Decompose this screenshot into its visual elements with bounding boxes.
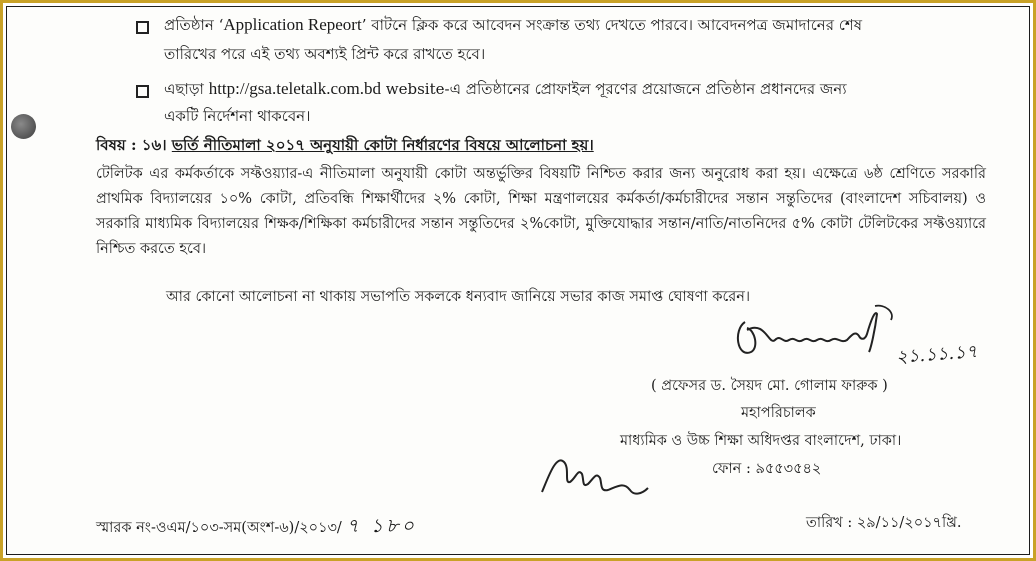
bullet-1-pre: প্রতিষ্ঠান ‘ <box>164 16 224 34</box>
bullet-1-line-1 <box>164 14 862 39</box>
bullet-2-post: website-এ প্রতিষ্ঠানের প্রোফাইল পূরণের প্রয়োজনে প্রতিষ্ঠান প্রধানদের জন্য <box>381 80 847 98</box>
memo-number <box>96 512 417 544</box>
bullet-1-line-2: তারিখের পরে এই তথ্য অবশ্যই প্রিন্ট করে রাখতে হবে। <box>164 45 486 63</box>
punch-hole <box>11 114 36 139</box>
subject-label: বিষয় : ১৬। <box>96 136 167 154</box>
bullet-1-button-name: Application Repeort <box>223 15 362 34</box>
office-phone: ফোন : ৯৫৫৩৫৪২ <box>712 461 822 477</box>
closing-sentence: আর কোনো আলোচনা না থাকায় সভাপতি সকলকে ধন্যবাদ জানিয়ে সভার কাজ সমাপ্ত ঘোষণা করেন। <box>166 289 751 305</box>
initial-signature <box>538 448 658 508</box>
bullet-2-line-1 <box>164 78 847 103</box>
signature-date: ২১.১১.১৭ <box>895 341 979 368</box>
bullet-1-post: ’ বাটনে ক্লিক করে আবেদন সংক্রান্ত তথ্য দেখতে পারবে। আবেদনপত্র জমাদানের শেষ <box>361 16 862 34</box>
subject-heading <box>96 134 594 159</box>
checkbox-bullet-icon <box>136 21 149 34</box>
checkbox-bullet-icon <box>136 85 149 98</box>
footer-date <box>806 512 962 536</box>
body-paragraph: টেলিটক এর কর্মকর্তাকে সফ্টওয়্যার-এ নীতিমালা অনুযায়ী কোটা অন্তর্ভুক্তির বিষয়টি নিশ্চিত করার জন্য অনুরোধ করা হয়। এক্ষেত্রে ৬ষ্ঠ শ্রেণিতে সরকারি প্রাথমিক বিদ্যালয়ের ১০% কোটা, প্রতিবন্ধি শিক্ষার্থীদের ২% কোটা, শিক্ষা মন্ত্রণালয়ের কর্মকর্তা/কর্মচারীদের সন্তান সন্তুতিদের (বাংলাদেশ সচিবালয়) ও সরকারি মাধ্যমিক বিদ্যালয়ের শিক্ষক/শিক্ষিকা কর্মচারীদের সন্তান সন্তুতিদের ২%কোটা, মুক্তিযোদ্ধার সন্তান/নাতি/নাতনিদের ৫% কোটা টেলিটকের সফ্টওয়্যারে নিশ্চিত করতে হবে। <box>96 166 986 257</box>
signatory-title: মহাপরিচালক <box>741 405 816 421</box>
bullet-2-line-2: একটি নির্দেশনা থাকবেন। <box>164 107 311 125</box>
date-label: তারিখ : <box>806 515 853 531</box>
memo-number-printed: স্মারক নং-ওএম/১০৩-সম(অংশ-৬)/২০১৩/ <box>96 520 342 536</box>
date-value: ২৯/১১/২০১৭খ্রি. <box>856 515 962 531</box>
bullet-2-pre: এছাড়া <box>164 80 209 98</box>
signatory-name: ( প্রফেসর ড. সৈয়দ মো. গোলাম ফারুক ) <box>651 378 888 394</box>
website-link[interactable]: http://gsa.teletalk.com.bd <box>208 79 382 98</box>
office-name: মাধ্যমিক ও উচ্চ শিক্ষা অধিদপ্তর বাংলাদেশ, ঢাকা। <box>620 433 902 449</box>
subject-text: ভর্তি নীতিমালা ২০১৭ অনুযায়ী কোটা নির্ধারণের বিষয়ে আলোচনা হয়। <box>171 136 594 154</box>
memo-number-handwritten: ৭ ১৮০ <box>346 515 417 537</box>
